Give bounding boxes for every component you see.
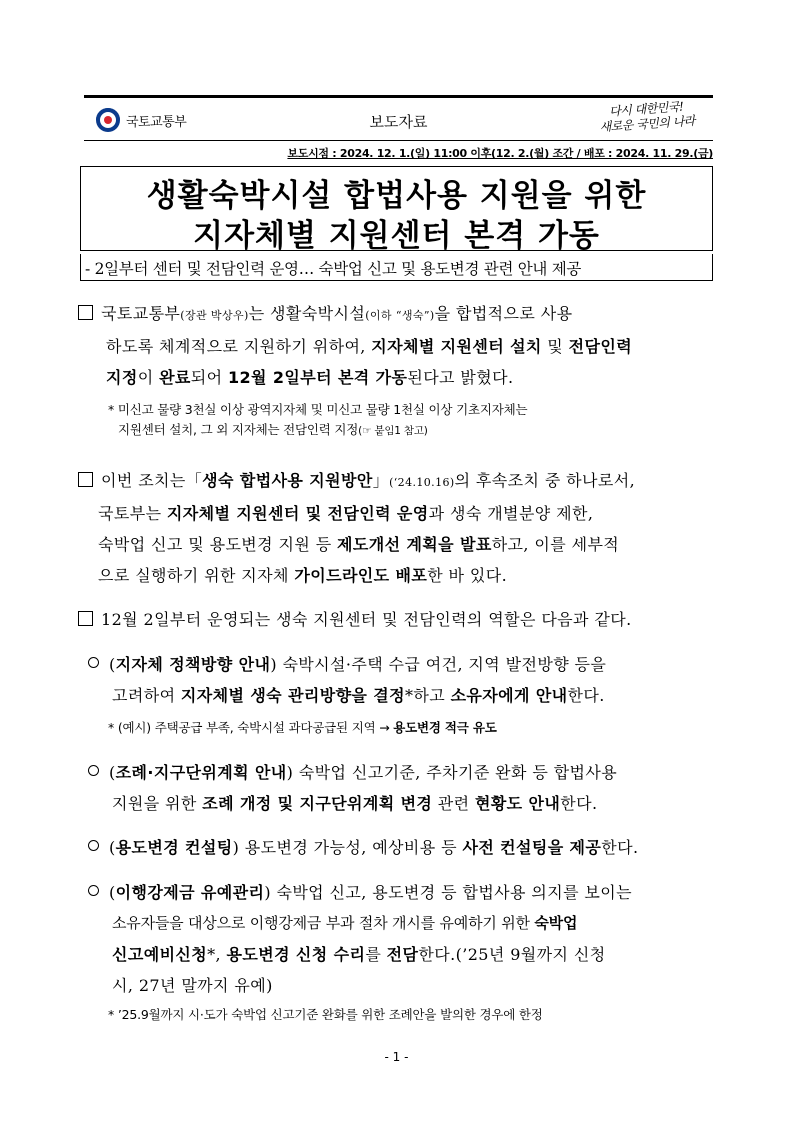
title-box bbox=[80, 166, 713, 254]
paragraph-3 bbox=[78, 604, 718, 635]
b1-note: * (예시) 주택공급 부족, 숙박시설 과다공급된 지역 → 용도변경 적극 유도 bbox=[108, 720, 497, 735]
ministry-name: 국토교통부 bbox=[126, 114, 187, 130]
b2-line1: (조례·지구단위계획 안내) 숙박업 신고기준, 주차기준 완화 등 합법사용 bbox=[88, 757, 718, 788]
circle-bullet-icon bbox=[88, 657, 99, 668]
b4-note: * ’25.9월까지 시·도가 숙박업 신고기준 완화를 위한 조례안을 발의한 경우에 한정 bbox=[108, 1007, 543, 1022]
p2-line4: 으로 실행하기 위한 지자체 가이드라인도 배포한 바 있다. bbox=[98, 566, 508, 585]
b1-line1: (지자체 정책방향 안내) 숙박시설·주택 수급 여건, 지역 발전방향 등을 bbox=[88, 649, 718, 680]
b2-line2: 지원을 위한 조례 개정 및 지구단위계획 변경 관련 현황도 안내한다. bbox=[112, 794, 598, 813]
footnote-1 bbox=[108, 400, 723, 441]
p2-line3: 숙박업 신고 및 용도변경 지원 등 제도개선 계획을 발표하고, 이를 세부적 bbox=[98, 535, 620, 554]
p1-line3: 지정이 완료되어 12월 2일부터 본격 가동된다고 밝혔다. bbox=[106, 368, 514, 387]
square-bullet-icon bbox=[78, 611, 93, 626]
bullet-consulting bbox=[88, 832, 718, 863]
subtitle: - 2일부터 센터 및 전담인력 운영… 숙박업 신고 및 용도변경 관련 안내 제공 bbox=[80, 254, 713, 281]
p2-line1: 이번 조치는「생숙 합법사용 지원방안」(‘24.10.16)의 후속조치 중 하나로서, bbox=[78, 465, 718, 498]
b4-line2: 소유자들을 대상으로 이행강제금 부과 절차 개시를 유예하기 위한 숙박업 bbox=[112, 914, 578, 932]
doc-type-label: 보도자료 bbox=[369, 113, 428, 131]
government-slogan bbox=[592, 98, 702, 141]
headline-line1: 생활숙박시설 합법사용 지원을 위한 bbox=[146, 178, 647, 214]
p2-line2: 국토부는 지자체별 지원센터 및 전담인력 운영과 생숙 개별분양 제한, bbox=[98, 504, 594, 523]
paragraph-1 bbox=[78, 298, 718, 393]
bullet-policy-direction bbox=[88, 649, 718, 711]
embargo-line: 보도시점 : 2024. 12. 1.(일) 11:00 이후(12. 2.(월) 조간 / 배포 : 2024. 11. 29.(금) bbox=[287, 147, 713, 160]
bullet-ordinance bbox=[88, 757, 718, 819]
circle-bullet-icon bbox=[88, 885, 99, 896]
circle-bullet-icon bbox=[88, 765, 99, 776]
circle-bullet-icon bbox=[88, 840, 99, 851]
p1-line1: 국토교통부(장관 박상우)는 생활숙박시설(이하 “생숙”)을 합법적으로 사용 bbox=[78, 298, 718, 331]
square-bullet-icon bbox=[78, 305, 93, 320]
slogan-line2: 새로운 국민의 나라 bbox=[599, 113, 696, 135]
b4-line1: (이행강제금 유예관리) 숙박업 신고, 용도변경 등 합법사용 의지를 보이는 bbox=[88, 877, 718, 908]
page-number: - 1 - bbox=[384, 1050, 409, 1064]
b4-line3: 신고예비신청*, 용도변경 신청 수리를 전담한다.(’25년 9월까지 신청 bbox=[112, 945, 606, 964]
square-bullet-icon bbox=[78, 472, 93, 487]
p1-line2: 하도록 체계적으로 지원하기 위하여, 지자체별 지원센터 설치 및 전담인력 bbox=[106, 337, 633, 356]
p3-line1: 12월 2일부터 운영되는 생숙 지원센터 및 전담인력의 역할은 다음과 같다. bbox=[78, 604, 718, 635]
b4-line4: 시, 27년 말까지 유예) bbox=[112, 976, 273, 995]
note1-line2: 지원센터 설치, 그 외 지자체는 전담인력 지정(☞ 붙임1 참고) bbox=[118, 422, 428, 437]
b1-line2: 고려하여 지자체별 생숙 관리방향을 결정*하고 소유자에게 안내한다. bbox=[112, 686, 605, 705]
headline-line2: 지자체별 지원센터 본격 가동 bbox=[193, 218, 600, 254]
bullet-penalty-deferral bbox=[88, 877, 718, 1001]
slogan-line1: 다시 대한민국! bbox=[608, 99, 684, 119]
paragraph-2 bbox=[78, 465, 718, 591]
header-banner bbox=[84, 95, 713, 141]
b3-line1: (용도변경 컨설팅) 용도변경 가능성, 예상비용 등 사전 컨설팅을 제공한다. bbox=[88, 832, 718, 863]
note1-line1: * 미신고 물량 3천실 이상 광역지자체 및 미신고 물량 1천실 이상 기초지자체는 bbox=[108, 402, 528, 417]
